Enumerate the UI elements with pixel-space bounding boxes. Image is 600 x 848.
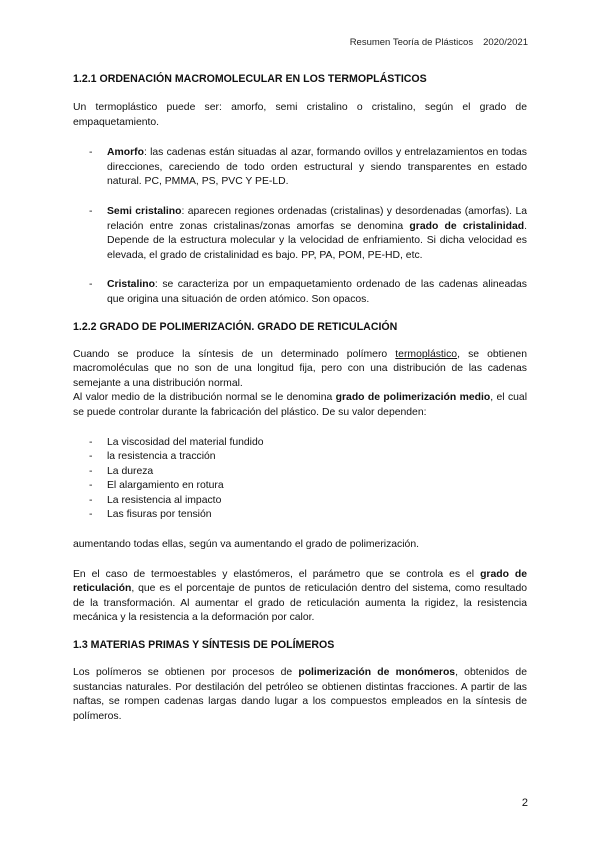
list-item: - La dureza (73, 465, 527, 480)
list-item-amorfo: - Amorfo: las cadenas están situadas al azar, formando ovillos y entrelazamientos en todas direcciones, careciendo de todo orden estructural y siendo transparentes en estado natural. PC, PMMA, PS, PVC Y PE-LD. (73, 146, 527, 190)
page-number: 2 (521, 797, 528, 809)
list-item: - El alargamiento en rotura (73, 479, 527, 494)
section-heading-1-2-1: 1.2.1 ORDENACIÓN MACROMOLECULAR EN LOS TERMOPLÁSTICOS (73, 73, 427, 85)
crystallinity-list (73, 146, 527, 307)
list-item: - la resistencia a tracción (73, 450, 527, 465)
after-list-paragraph: aumentando todas ellas, según va aumentando el grado de polimerización. (73, 539, 420, 551)
polymerization-paragraph-1: Cuando se produce la síntesis de un determinado polímero termoplástico, se obtienen macromoléculas que no son de una longitud fija, pero con una distribución de las cadenas semejante a una distribución normal. (73, 348, 527, 389)
list-item: - La viscosidad del material fundido (73, 436, 527, 451)
list-item: - Las fisuras por tensión (73, 508, 527, 523)
list-item-semi-cristalino: - Semi cristalino: aparecen regiones ordenadas (cristalinas) y desordenadas (amorfas). La relación entre zonas cristalinas/zonas amorfas se denomina grado de cristalinidad. Depende de la estructura molecular y la velocidad de enfriamiento. Si dicha velocidad es elevada, el grado de cristalinidad es bajo. PP, PA, POM, PE-HD, etc. (73, 205, 527, 263)
section-heading-1-3: 1.3 MATERIAS PRIMAS Y SÍNTESIS DE POLÍMEROS (73, 639, 335, 652)
section-heading-1-2-2: 1.2.2 GRADO DE POLIMERIZACIÓN. GRADO DE RETICULACIÓN (73, 320, 398, 333)
intro-paragraph: Un termoplástico puede ser: amorfo, semi cristalino o cristalino, según el grado de empaquetamiento. (73, 102, 527, 128)
page-content (73, 72, 527, 724)
header-year: 2020/2021 (483, 37, 528, 48)
properties-list (73, 436, 527, 524)
header-title: Resumen Teoría de Plásticos (349, 37, 474, 48)
termoplastico-link-text: termoplástico (395, 348, 458, 360)
raw-materials-paragraph: Los polímeros se obtienen por procesos de polimerización de monómeros, obtenidos de sustancias naturales. Por destilación del petróleo se obtienen distintas fracciones. A partir de las naftas, se rompen cadenas largas dando lugar a los compuestos empleados en la síntesis de polímeros. (73, 667, 527, 722)
list-item: - La resistencia al impacto (73, 494, 527, 509)
reticulation-paragraph: En el caso de termoestables y elastómeros, el parámetro que se controla es el grado de reticulación, que es el porcentaje de puntos de reticulación dentro del sistema, como resultado de la transformación. Al aumentar el grado de reticulación aumenta la rigidez, la resistencia mecánica y la resistencia a la deformación por calor. (73, 568, 527, 624)
page-header (350, 37, 528, 48)
polymerization-paragraph-2: Al valor medio de la distribución normal se le denomina grado de polimerización medio, el cual se puede controlar durante la fabricación del plástico. De su valor dependen: (73, 392, 528, 418)
list-item-cristalino: - Cristalino: se caracteriza por un empaquetamiento ordenado de las cadenas alineadas que origina una situación de orden atómico. Son opacos. (73, 278, 527, 307)
